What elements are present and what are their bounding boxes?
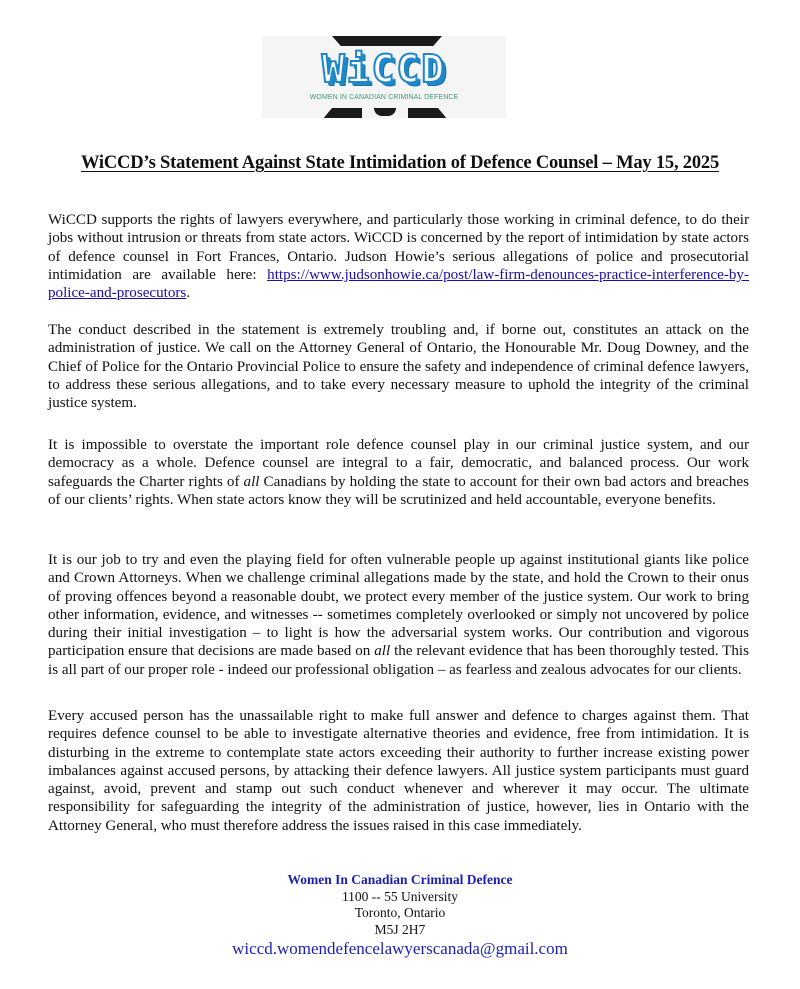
emphasis-all: all [243, 473, 260, 490]
contact-email[interactable]: wiccd.womendefencelawyerscanada@gmail.com [232, 939, 568, 958]
logo-subtitle: WOMEN IN CANADIAN CRIMINAL DEFENCE [309, 94, 459, 101]
paragraph-3: It is impossible to overstate the important role defence counsel play in our criminal justice system, and our democracy as a whole. Defence counsel are integral to a fair, democratic, and balanced process. Our work safeguards the Charter rights of all Canadians by holding the state to account for their own bad actors and breaches of our clients’ rights. When state actors know they will be scrutinized and held accountable, everyone benefits. [48, 437, 749, 508]
document-title: WiCCD’s Statement Against State Intimidation of Defence Counsel – May 15, 2025 [80, 153, 720, 173]
logo-wordmark: WiCCD [321, 47, 447, 91]
paragraph-5: Every accused person has the unassailable right to make full answer and defence to charges against them. That requires defence counsel to be able to investigate alternative theories and evidence, free from intimidation. It is disturbing in the extreme to contemplate state actors exceeding their authority to further increase existing power imbalances against accused persons, by attacking their defence lawyers. All justice system participants must guard against, avoid, prevent and stamp out such conduct whenever and wherever it may occur. The ultimate responsibility for safeguarding the integrity of the administration of justice, however, lies in Ontario with the Attorney General, who must therefore address the issues raised in this case immediately. [48, 708, 749, 834]
paragraph-1-text: WiCCD supports the rights of lawyers everywhere, and particularly those working in criminal defence, to do their jobs without intrusion or threats from state actors. WiCCD is concerned by the report of intimidation by state actors of defence counsel in Fort Frances, Ontario. Judson Howie’s serious allegations of police and prosecutorial intimidation are available here: [48, 212, 749, 283]
logo-bottom-shape [322, 108, 448, 118]
contact-footer [0, 872, 800, 960]
address-line-1: 1100 -- 55 University [341, 888, 459, 904]
paragraph-4: It is our job to try and even the playing field for often vulnerable people up against institutional giants like police and Crown Attorneys. When we challenge criminal allegations made by the state, and hold the Crown to their onus of proving offences beyond a reasonable doubt, we protect every member of the justice system. Our work to bring other information, evidence, and witnesses -- sometimes completely overlooked or simply not uncovered by police during their initial investigation – to light is how the adversarial system works. Our contribution and vigorous participation ensure that decisions are made based on all the relevant evidence that has been thoroughly tested. This is all part of our proper role - indeed our professional obligation – as fearless and zealous advocates for our clients. [48, 552, 749, 678]
logo-top-shape [332, 36, 442, 46]
paragraph-2: The conduct described in the statement is extremely troubling and, if borne out, constitutes an attack on the administration of justice. We call on the Attorney General of Ontario, the Honourable Mr. Doug Downey, and the Chief of Police for the Ontario Provincial Police to ensure the safety and independence of criminal defence lawyers, to address these serious allegations, and to take every necessary measure to uphold the integrity of the criminal justice system. [48, 322, 749, 412]
paragraph-1: WiCCD supports the rights of lawyers everywhere, and particularly those working in criminal defence, to do their jobs without intrusion or threats from state actors. WiCCD is concerned by the report of intimidation by state actors of defence counsel in Fort Frances, Ontario. Judson Howie’s serious allegations of police and prosecutorial intimidation are available here: https://www.judsonhowie.ca/post/law-firm-denounces-practice-interference-by-police-and-prosecutors. [48, 212, 749, 302]
emphasis-all: all [374, 643, 391, 660]
judson-howie-link[interactable]: https://www.judsonhowie.ca/post/law-firm-denounces-practice-interference-by-police-and-prosecutors [48, 266, 749, 302]
postal-code: M5J 2H7 [374, 921, 426, 937]
address-line-2: Toronto, Ontario [354, 905, 446, 920]
wiccd-logo [262, 36, 506, 118]
org-name: Women In Canadian Criminal Defence [287, 872, 513, 887]
